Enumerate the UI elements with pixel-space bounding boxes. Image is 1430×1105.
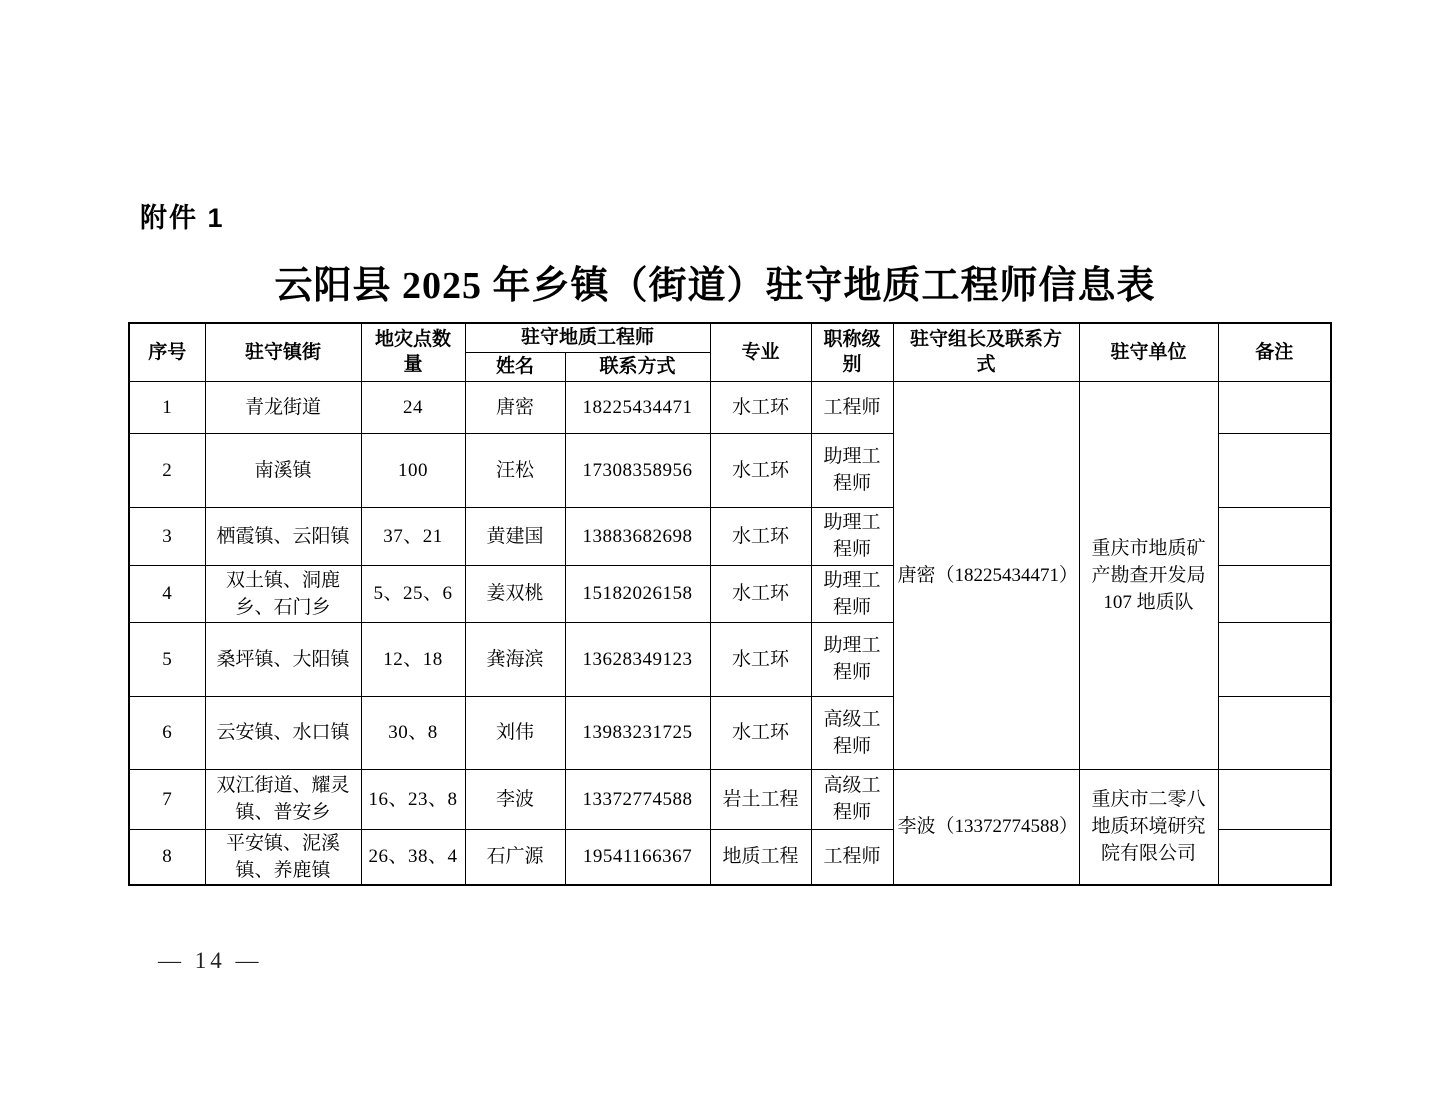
seq-cell: 3 bbox=[129, 507, 205, 565]
header-leader: 驻守组长及联系方式 bbox=[893, 323, 1079, 381]
remark-cell bbox=[1218, 507, 1331, 565]
points-cell: 100 bbox=[361, 433, 465, 507]
phone-cell: 13628349123 bbox=[565, 622, 710, 696]
level-cell: 高级工程师 bbox=[811, 696, 893, 769]
header-row-top bbox=[129, 323, 1331, 352]
major-cell: 岩土工程 bbox=[710, 769, 811, 829]
points-cell: 26、38、4 bbox=[361, 829, 465, 885]
header-engineer-group: 驻守地质工程师 bbox=[465, 323, 710, 352]
remark-cell bbox=[1218, 433, 1331, 507]
level-cell: 助理工程师 bbox=[811, 433, 893, 507]
points-cell: 12、18 bbox=[361, 622, 465, 696]
header-name: 姓名 bbox=[465, 352, 565, 381]
header-remark: 备注 bbox=[1218, 323, 1331, 381]
header-unit: 驻守单位 bbox=[1079, 323, 1218, 381]
major-cell: 水工环 bbox=[710, 507, 811, 565]
table-row bbox=[129, 769, 1331, 829]
engineer-info-table bbox=[128, 322, 1332, 886]
major-cell: 水工环 bbox=[710, 622, 811, 696]
phone-cell: 19541166367 bbox=[565, 829, 710, 885]
town-cell: 平安镇、泥溪镇、养鹿镇 bbox=[205, 829, 361, 885]
name-cell: 黄建国 bbox=[465, 507, 565, 565]
major-cell: 水工环 bbox=[710, 696, 811, 769]
level-cell: 助理工程师 bbox=[811, 565, 893, 622]
town-cell: 云安镇、水口镇 bbox=[205, 696, 361, 769]
town-cell: 双土镇、洞鹿乡、石门乡 bbox=[205, 565, 361, 622]
table-row bbox=[129, 381, 1331, 433]
header-town: 驻守镇街 bbox=[205, 323, 361, 381]
engineer-info-table-container bbox=[128, 322, 1332, 886]
points-cell: 37、21 bbox=[361, 507, 465, 565]
points-cell: 16、23、8 bbox=[361, 769, 465, 829]
phone-cell: 13883682698 bbox=[565, 507, 710, 565]
major-cell: 水工环 bbox=[710, 381, 811, 433]
major-cell: 地质工程 bbox=[710, 829, 811, 885]
header-major: 专业 bbox=[710, 323, 811, 381]
level-cell: 工程师 bbox=[811, 381, 893, 433]
town-cell: 南溪镇 bbox=[205, 433, 361, 507]
seq-cell: 6 bbox=[129, 696, 205, 769]
phone-cell: 15182026158 bbox=[565, 565, 710, 622]
seq-cell: 2 bbox=[129, 433, 205, 507]
attachment-label: 附件 1 bbox=[140, 203, 225, 233]
name-cell: 汪松 bbox=[465, 433, 565, 507]
page-number: — 14 — bbox=[158, 948, 263, 973]
seq-cell: 1 bbox=[129, 381, 205, 433]
remark-cell bbox=[1218, 829, 1331, 885]
unit-cell-group2: 重庆市二零八地质环境研究院有限公司 bbox=[1079, 769, 1218, 885]
level-cell: 助理工程师 bbox=[811, 622, 893, 696]
name-cell: 姜双桃 bbox=[465, 565, 565, 622]
unit-cell-group1: 重庆市地质矿产勘查开发局 107 地质队 bbox=[1079, 381, 1218, 769]
header-contact: 联系方式 bbox=[565, 352, 710, 381]
major-cell: 水工环 bbox=[710, 433, 811, 507]
town-cell: 桑坪镇、大阳镇 bbox=[205, 622, 361, 696]
seq-cell: 4 bbox=[129, 565, 205, 622]
town-cell: 青龙街道 bbox=[205, 381, 361, 433]
points-cell: 24 bbox=[361, 381, 465, 433]
name-cell: 刘伟 bbox=[465, 696, 565, 769]
phone-cell: 13372774588 bbox=[565, 769, 710, 829]
remark-cell bbox=[1218, 696, 1331, 769]
remark-cell bbox=[1218, 381, 1331, 433]
seq-cell: 7 bbox=[129, 769, 205, 829]
leader-cell-group1: 唐密（18225434471） bbox=[893, 381, 1079, 769]
points-cell: 30、8 bbox=[361, 696, 465, 769]
phone-cell: 17308358956 bbox=[565, 433, 710, 507]
name-cell: 石广源 bbox=[465, 829, 565, 885]
town-cell: 栖霞镇、云阳镇 bbox=[205, 507, 361, 565]
header-seq: 序号 bbox=[129, 323, 205, 381]
seq-cell: 8 bbox=[129, 829, 205, 885]
level-cell: 助理工程师 bbox=[811, 507, 893, 565]
remark-cell bbox=[1218, 769, 1331, 829]
header-level: 职称级别 bbox=[811, 323, 893, 381]
major-cell: 水工环 bbox=[710, 565, 811, 622]
town-cell: 双江街道、耀灵镇、普安乡 bbox=[205, 769, 361, 829]
header-points: 地灾点数量 bbox=[361, 323, 465, 381]
phone-cell: 18225434471 bbox=[565, 381, 710, 433]
seq-cell: 5 bbox=[129, 622, 205, 696]
name-cell: 龚海滨 bbox=[465, 622, 565, 696]
name-cell: 李波 bbox=[465, 769, 565, 829]
level-cell: 高级工程师 bbox=[811, 769, 893, 829]
leader-cell-group2: 李波（13372774588） bbox=[893, 769, 1079, 885]
remark-cell bbox=[1218, 565, 1331, 622]
points-cell: 5、25、6 bbox=[361, 565, 465, 622]
level-cell: 工程师 bbox=[811, 829, 893, 885]
remark-cell bbox=[1218, 622, 1331, 696]
name-cell: 唐密 bbox=[465, 381, 565, 433]
phone-cell: 13983231725 bbox=[565, 696, 710, 769]
document-title: 云阳县 2025 年乡镇（街道）驻守地质工程师信息表 bbox=[274, 265, 1156, 307]
